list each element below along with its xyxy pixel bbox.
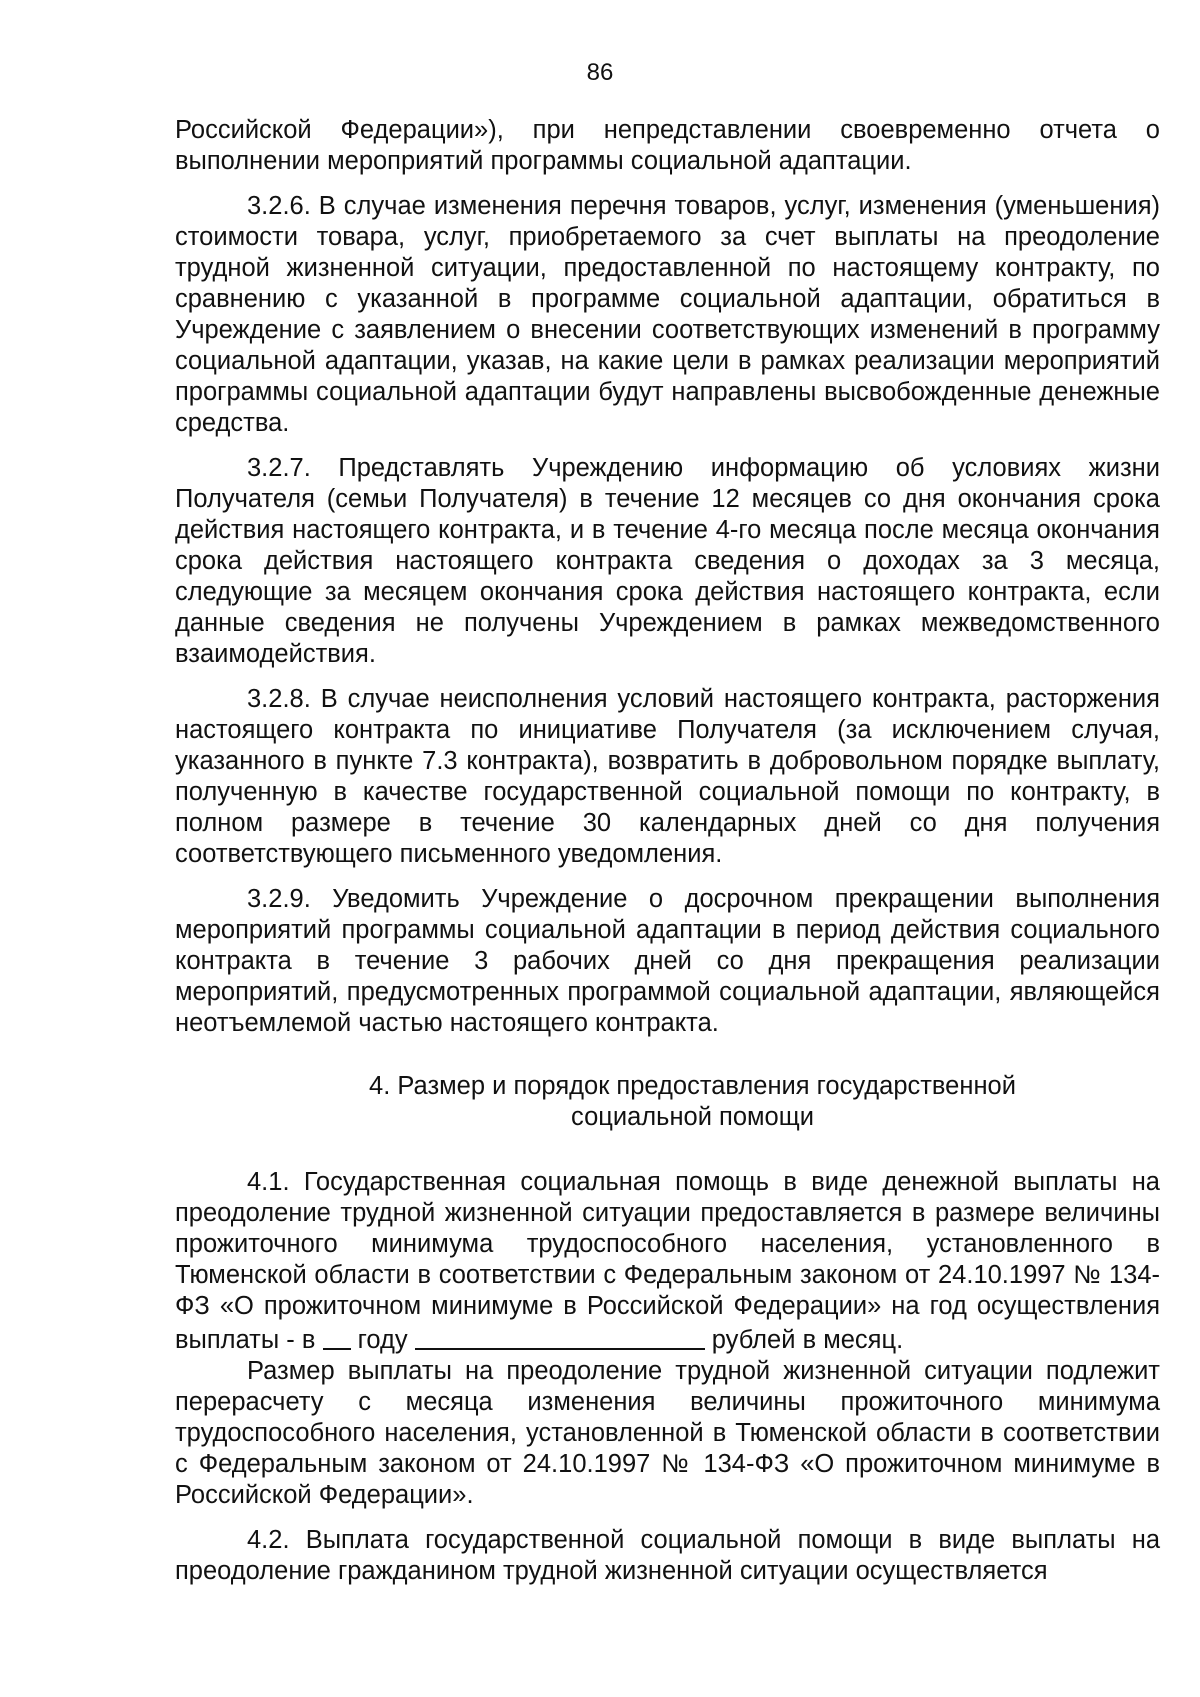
section-4-heading-line-2: социальной помощи	[571, 1103, 814, 1131]
paragraph-3-2-9: 3.2.9. Уведомить Учреждение о досрочном прекращении выполнения мероприятий программы социальной адаптации в период действия социального контракта в течение 3 рабочих дней со дня прекращения реализации мероприятий, предусмотренных программой социальной адаптации, являющейся неотъемлемой частью настоящего контракта.	[175, 885, 1160, 1037]
paragraph-continuation: Российской Федерации»), при непредставлении своевременно отчета о выполнении мероприятий программы социальной адаптации.	[175, 116, 1160, 175]
year-blank-field	[323, 1324, 351, 1350]
amount-blank-field	[415, 1324, 705, 1350]
page-number: 86	[586, 59, 614, 86]
paragraph-3-2-7: 3.2.7. Представлять Учреждению информацию об условиях жизни Получателя (семьи Получателя) в течение 12 месяцев со дня окончания срока действия настоящего контракта, и в течение 4-го месяца после месяца окончания срока действия настоящего контракта сведения о доходах за 3 месяца, следующие за месяцем окончания срока действия настоящего контракта, если данные сведения не получены Учреждением в рамках межведомственного взаимодействия.	[175, 454, 1160, 668]
paragraph-4-1	[175, 1167, 1160, 1356]
paragraph-3-2-8: 3.2.8. В случае неисполнения условий настоящего контракта, расторжения настоящего контракта по инициативе Получателя (за исключением случая, указанного в пункте 7.3 контракта), возвратить в добровольном порядке выплату, полученную в качестве государственной социальной помощи по контракту, в полном размере в течение 30 календарных дней со дня получения соответствующего письменного уведомления.	[175, 685, 1160, 868]
document-body	[175, 115, 1160, 1601]
paragraph-4-1-recalculation: Размер выплаты на преодоление трудной жизненной ситуации подлежит перерасчету с месяца изменения величины прожиточного минимума трудоспособного населения, установленной в Тюменской области в соответствии с Федеральным законом от 24.10.1997 № 134-ФЗ «О прожиточном минимуме в Российской Федерации».	[175, 1357, 1160, 1509]
paragraph-4-1-text: 4.1. Государственная социальная помощь в виде денежной выплаты на преодоление трудной жизненной ситуации предоставляется в размере величины прожиточного минимума трудоспособного населения, установленного в Тюменской области в соответствии с Федеральным законом от 24.10.1997 № 134-ФЗ «О прожиточном минимуме в Российской Федерации» на год осуществления выплаты - в	[175, 1168, 1160, 1354]
section-4-heading	[175, 1071, 1160, 1133]
section-4-heading-line-1: 4. Размер и порядок предоставления государственной	[369, 1072, 1016, 1100]
paragraph-4-1-year-word: году	[357, 1326, 408, 1354]
paragraph-3-2-6: 3.2.6. В случае изменения перечня товаров, услуг, изменения (уменьшения) стоимости товара, услуг, приобретаемого за счет выплаты на преодоление трудной жизненной ситуации, предоставленной по настоящему контракту, по сравнению с указанной в программе социальной адаптации, обратиться в Учреждение с заявлением о внесении соответствующих изменений в программу социальной адаптации, указав, на какие цели в рамках реализации мероприятий программы социальной адаптации будут направлены высвобожденные денежные средства.	[175, 192, 1160, 437]
paragraph-4-2: 4.2. Выплата государственной социальной помощи в виде выплаты на преодоление гражданином трудной жизненной ситуации осуществляется	[175, 1526, 1160, 1585]
paragraph-4-1-rub: рублей в месяц.	[711, 1326, 904, 1354]
